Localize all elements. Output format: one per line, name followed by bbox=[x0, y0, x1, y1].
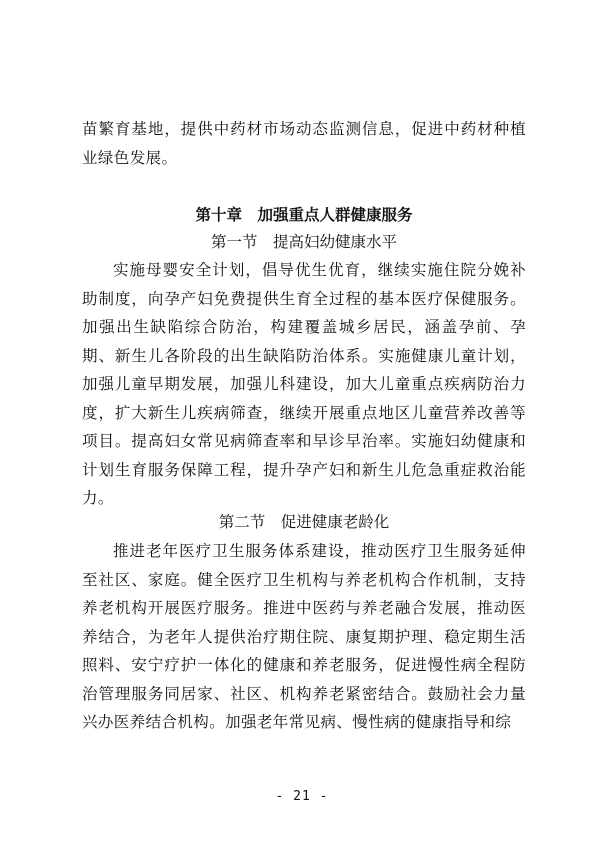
continued-paragraph: 苗繁育基地，提供中药材市场动态监测信息，促进中药材种植业绿色发展。 bbox=[82, 120, 526, 167]
section-paragraph-maternal-child-health: 实施母婴安全计划，倡导优生优育，继续实施住院分娩补助制度，向孕产妇免费提供生育全过程的基本医疗保健服务。加强出生缺陷综合防治，构建覆盖城乡居民，涵盖孕前、孕期、新生儿各阶段的出生缺陷防治体系。实施健康儿童计划，加强儿童早期发展，加强儿科建设，加大儿童重点疾病防治力度，扩大新生儿疾病筛查，继续开展重点地区儿童营养改善等项目。提高妇女常见病筛查率和早诊早治率。实施妇幼健康和计划生育服务保障工程，提升孕产妇和新生儿危急重症救治能力。 bbox=[82, 261, 526, 507]
section-title-maternal-child-health: 第一节 提高妇幼健康水平 bbox=[210, 233, 397, 251]
page-number: - 21 - bbox=[275, 789, 329, 804]
section-title-healthy-aging: 第二节 促进健康老龄化 bbox=[218, 513, 390, 531]
chapter-title: 第十章 加强重点人群健康服务 bbox=[195, 206, 413, 224]
section-paragraph-healthy-aging: 推进老年医疗卫生服务体系建设，推动医疗卫生服务延伸至社区、家庭。健全医疗卫生机构与养老机构合作机制，支持养老机构开展医疗服务。推进中医药与养老融合发展，推动医养结合，为老年人提供治疗期住院、康复期护理、稳定期生活照料、安宁疗护一体化的健康和养老服务，促进慢性病全程防治管理服务同居家、社区、机构养老紧密结合。鼓励社会力量兴办医养结合机构。加强老年常见病、慢性病的健康指导和综 bbox=[82, 542, 526, 731]
